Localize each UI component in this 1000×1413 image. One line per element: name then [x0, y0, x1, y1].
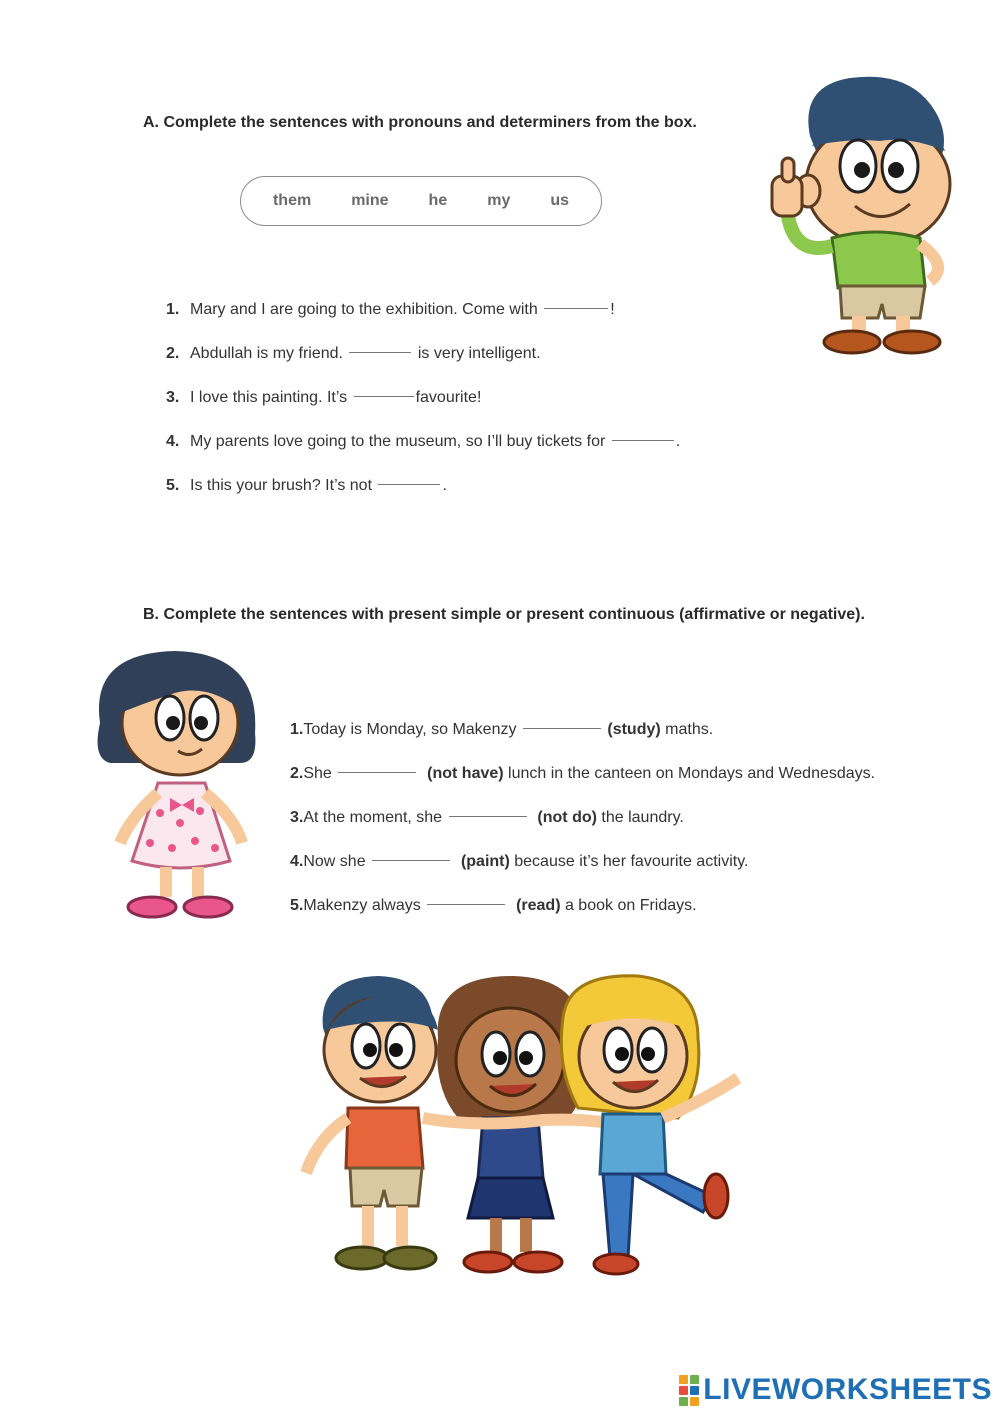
word-he: he — [428, 192, 448, 209]
answer-blank-b3[interactable] — [449, 816, 527, 817]
a-num-4: 4. — [166, 433, 180, 450]
a-sentence-2 — [166, 345, 541, 363]
a-text-5b: . — [442, 477, 447, 494]
b-text-3a: At the moment, she — [303, 809, 447, 826]
word-mine: mine — [351, 192, 389, 209]
a-num-1: 1. — [166, 301, 180, 318]
a-num-5: 5. — [166, 477, 180, 494]
b-verb-2: (not have) — [427, 765, 504, 782]
b-sentence-5 — [290, 897, 697, 915]
section-a-heading: A. Complete the sentences with pronouns and determiners from the box. — [143, 114, 697, 131]
answer-blank-b2[interactable] — [338, 772, 416, 773]
b-verb-4: (paint) — [460, 853, 510, 870]
a-sentence-3 — [166, 389, 481, 407]
boy-thumbs-up-icon — [760, 66, 960, 358]
b-text-1b: maths. — [660, 721, 714, 738]
a-text-2b: is very intelligent. — [413, 345, 541, 362]
a-text-4b: . — [675, 433, 681, 450]
a-text-4a: My parents love going to the museum, so I’ll buy tickets for — [190, 433, 610, 450]
a-num-3: 3. — [166, 389, 180, 406]
a-text-1a: Mary and I are going to the exhibition. Come with — [190, 301, 543, 318]
answer-blank-a2[interactable] — [349, 352, 411, 353]
word-my: my — [487, 192, 511, 209]
a-text-2a: Abdullah is my friend. — [190, 345, 348, 362]
b-text-2b: lunch in the canteen on Mondays and Wednesdays. — [503, 765, 876, 782]
answer-blank-b4[interactable] — [372, 860, 450, 861]
answer-blank-a3[interactable] — [354, 396, 414, 397]
b-verb-1: (study) — [607, 721, 661, 738]
section-b-heading: B. Complete the sentences with present simple or present continuous (affirmative or negative). — [143, 606, 865, 623]
liveworksheets-logo — [679, 1373, 992, 1407]
b-text-4a: Now she — [303, 853, 371, 870]
b-text-5a: Makenzy always — [303, 897, 426, 914]
word-us: us — [550, 192, 570, 209]
a-sentence-5 — [166, 477, 447, 495]
a-text-3b: favourite! — [415, 389, 482, 406]
b-sentence-2 — [290, 765, 875, 783]
a-text-3a: I love this painting. It’s — [190, 389, 352, 406]
b-text-4b: because it’s her favourite activity. — [509, 853, 749, 870]
b-num-4: 4. — [290, 853, 304, 870]
answer-blank-a5[interactable] — [378, 484, 440, 485]
b-num-3: 3. — [290, 809, 304, 826]
a-num-2: 2. — [166, 345, 180, 362]
three-kids-icon — [298, 968, 758, 1288]
word-box — [240, 176, 602, 226]
b-sentence-3 — [290, 809, 684, 827]
a-sentence-4 — [166, 433, 680, 451]
b-num-2: 2. — [290, 765, 304, 782]
a-sentence-1 — [166, 301, 615, 319]
b-sentence-1 — [290, 721, 713, 739]
brand-name: LIVEWORKSHEETS — [703, 1373, 992, 1406]
answer-blank-a1[interactable] — [544, 308, 608, 309]
answer-blank-b5[interactable] — [427, 904, 505, 905]
a-text-1b: ! — [610, 301, 615, 318]
b-text-3b: the laundry. — [596, 809, 684, 826]
b-num-1: 1. — [290, 721, 304, 738]
b-num-5: 5. — [290, 897, 304, 914]
b-text-2a: She — [303, 765, 337, 782]
answer-blank-a4[interactable] — [612, 440, 674, 441]
b-text-1a: Today is Monday, so Makenzy — [303, 721, 521, 738]
a-text-5a: Is this your brush? It’s not — [190, 477, 377, 494]
answer-blank-b1[interactable] — [523, 728, 601, 729]
word-them: them — [272, 192, 312, 209]
b-verb-3: (not do) — [537, 809, 597, 826]
b-verb-5: (read) — [516, 897, 561, 914]
liveworksheets-mark-icon — [679, 1375, 699, 1406]
b-sentence-4 — [290, 853, 748, 871]
girl-dress-icon — [80, 643, 270, 928]
b-text-5b: a book on Fridays. — [560, 897, 697, 914]
